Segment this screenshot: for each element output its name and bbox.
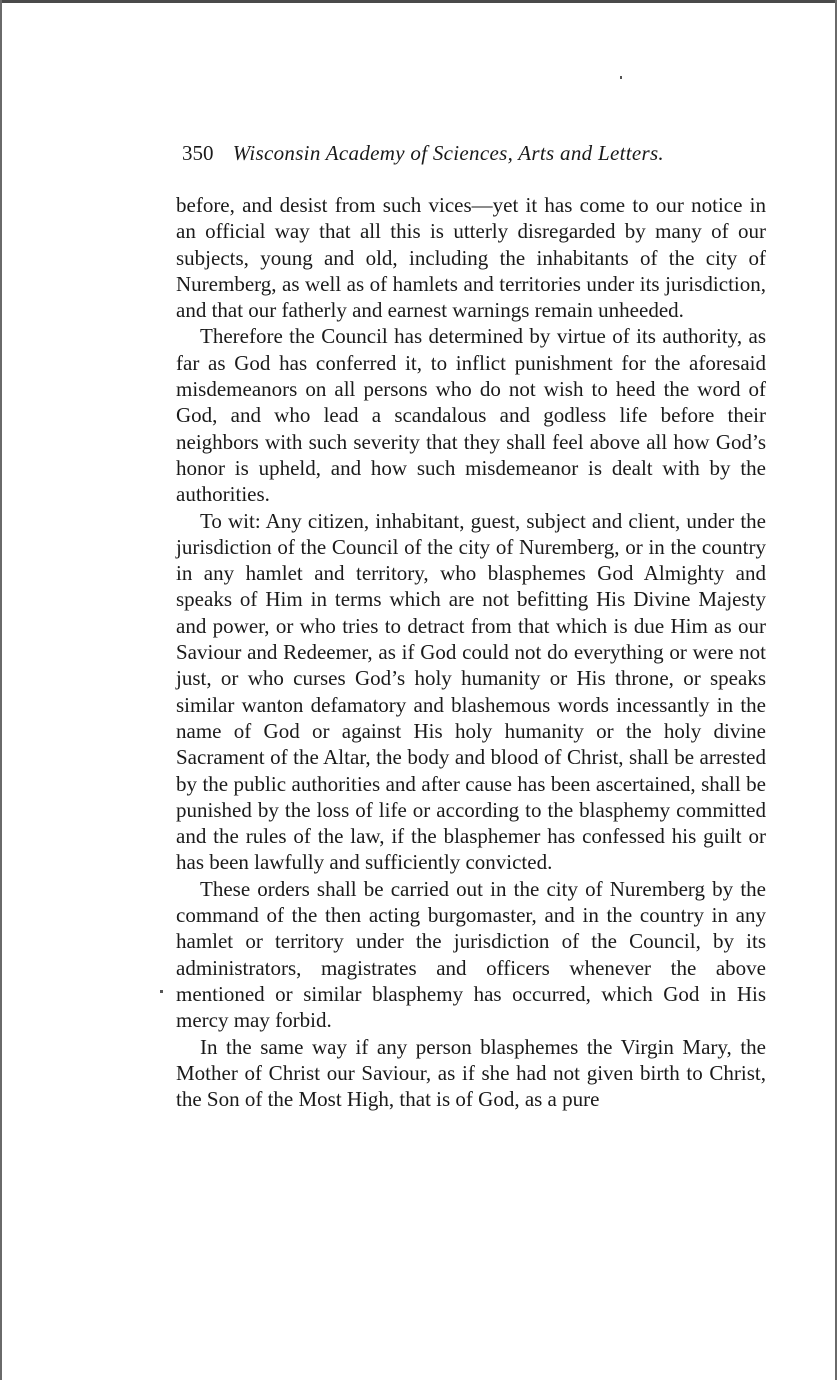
- paragraph: In the same way if any person blasphemes the Virgin Mary, the Mother of Christ our Saviour, as if she had not given birth to Christ, the Son of the Most High, that is of God, as a pure: [176, 1034, 766, 1112]
- scan-left-edge: [0, 0, 2, 1380]
- paragraph: These orders shall be carried out in the city of Nuremberg by the command of the then acting burgomaster, and in the country in any hamlet or territory under the jurisdiction of the Council, by its administrators, magistrates and officers whenever the above mentioned or similar blasphemy has occurred, which God in His mercy may forbid.: [176, 876, 766, 1033]
- scan-speck: [620, 76, 622, 79]
- paragraph: before, and desist from such vices—yet it has come to our notice in an official way that all this is utterly disregarded by many of our subjects, young and old, including the inhabitants of the city of Nuremberg, as well as of hamlets and territories under its jurisdiction, and that our fatherly and earnest warnings remain unheeded.: [176, 193, 766, 323]
- scan-speck: [160, 990, 163, 993]
- journal-title: Wisconsin Academy of Sciences, Arts and Letters.: [232, 141, 664, 165]
- body-text: [176, 192, 766, 1112]
- paragraph: To wit: Any citizen, inhabitant, guest, subject and client, under the jurisdiction of the Council of the city of Nuremberg, or in the country in any hamlet and territory, who blasphemes God Almighty and speaks of Him in terms which are not befitting His Divine Majesty and power, or who tries to detract from that which is due Him as our Saviour and Redeemer, as if God could not do everything or were not just, or who curses God’s holy humanity or His throne, or speaks similar wanton defamatory and blashemous words incessantly in the name of God or against His holy humanity or the holy divine Sacrament of the Altar, the body and blood of Christ, shall be arrested by the public authorities and after cause has been ascertained, shall be punished by the loss of life or according to the blasphemy committed and the rules of the law, if the blasphemer has confessed his guilt or has been lawfully and sufficiently convicted.: [176, 508, 766, 875]
- paragraph: Therefore the Council has determined by virtue of its authority, as far as God has conferred it, to inflict punishment for the aforesaid misdemeanors on all persons who do not wish to heed the word of God, and who lead a scandalous and godless life before their neighbors with such severity that they shall feel above all how God’s honor is upheld, and how such misdemeanor is dealt with by the authorities.: [176, 324, 766, 507]
- page-number: 350: [182, 141, 214, 165]
- running-head: [182, 138, 762, 168]
- scan-top-edge: [0, 0, 837, 3]
